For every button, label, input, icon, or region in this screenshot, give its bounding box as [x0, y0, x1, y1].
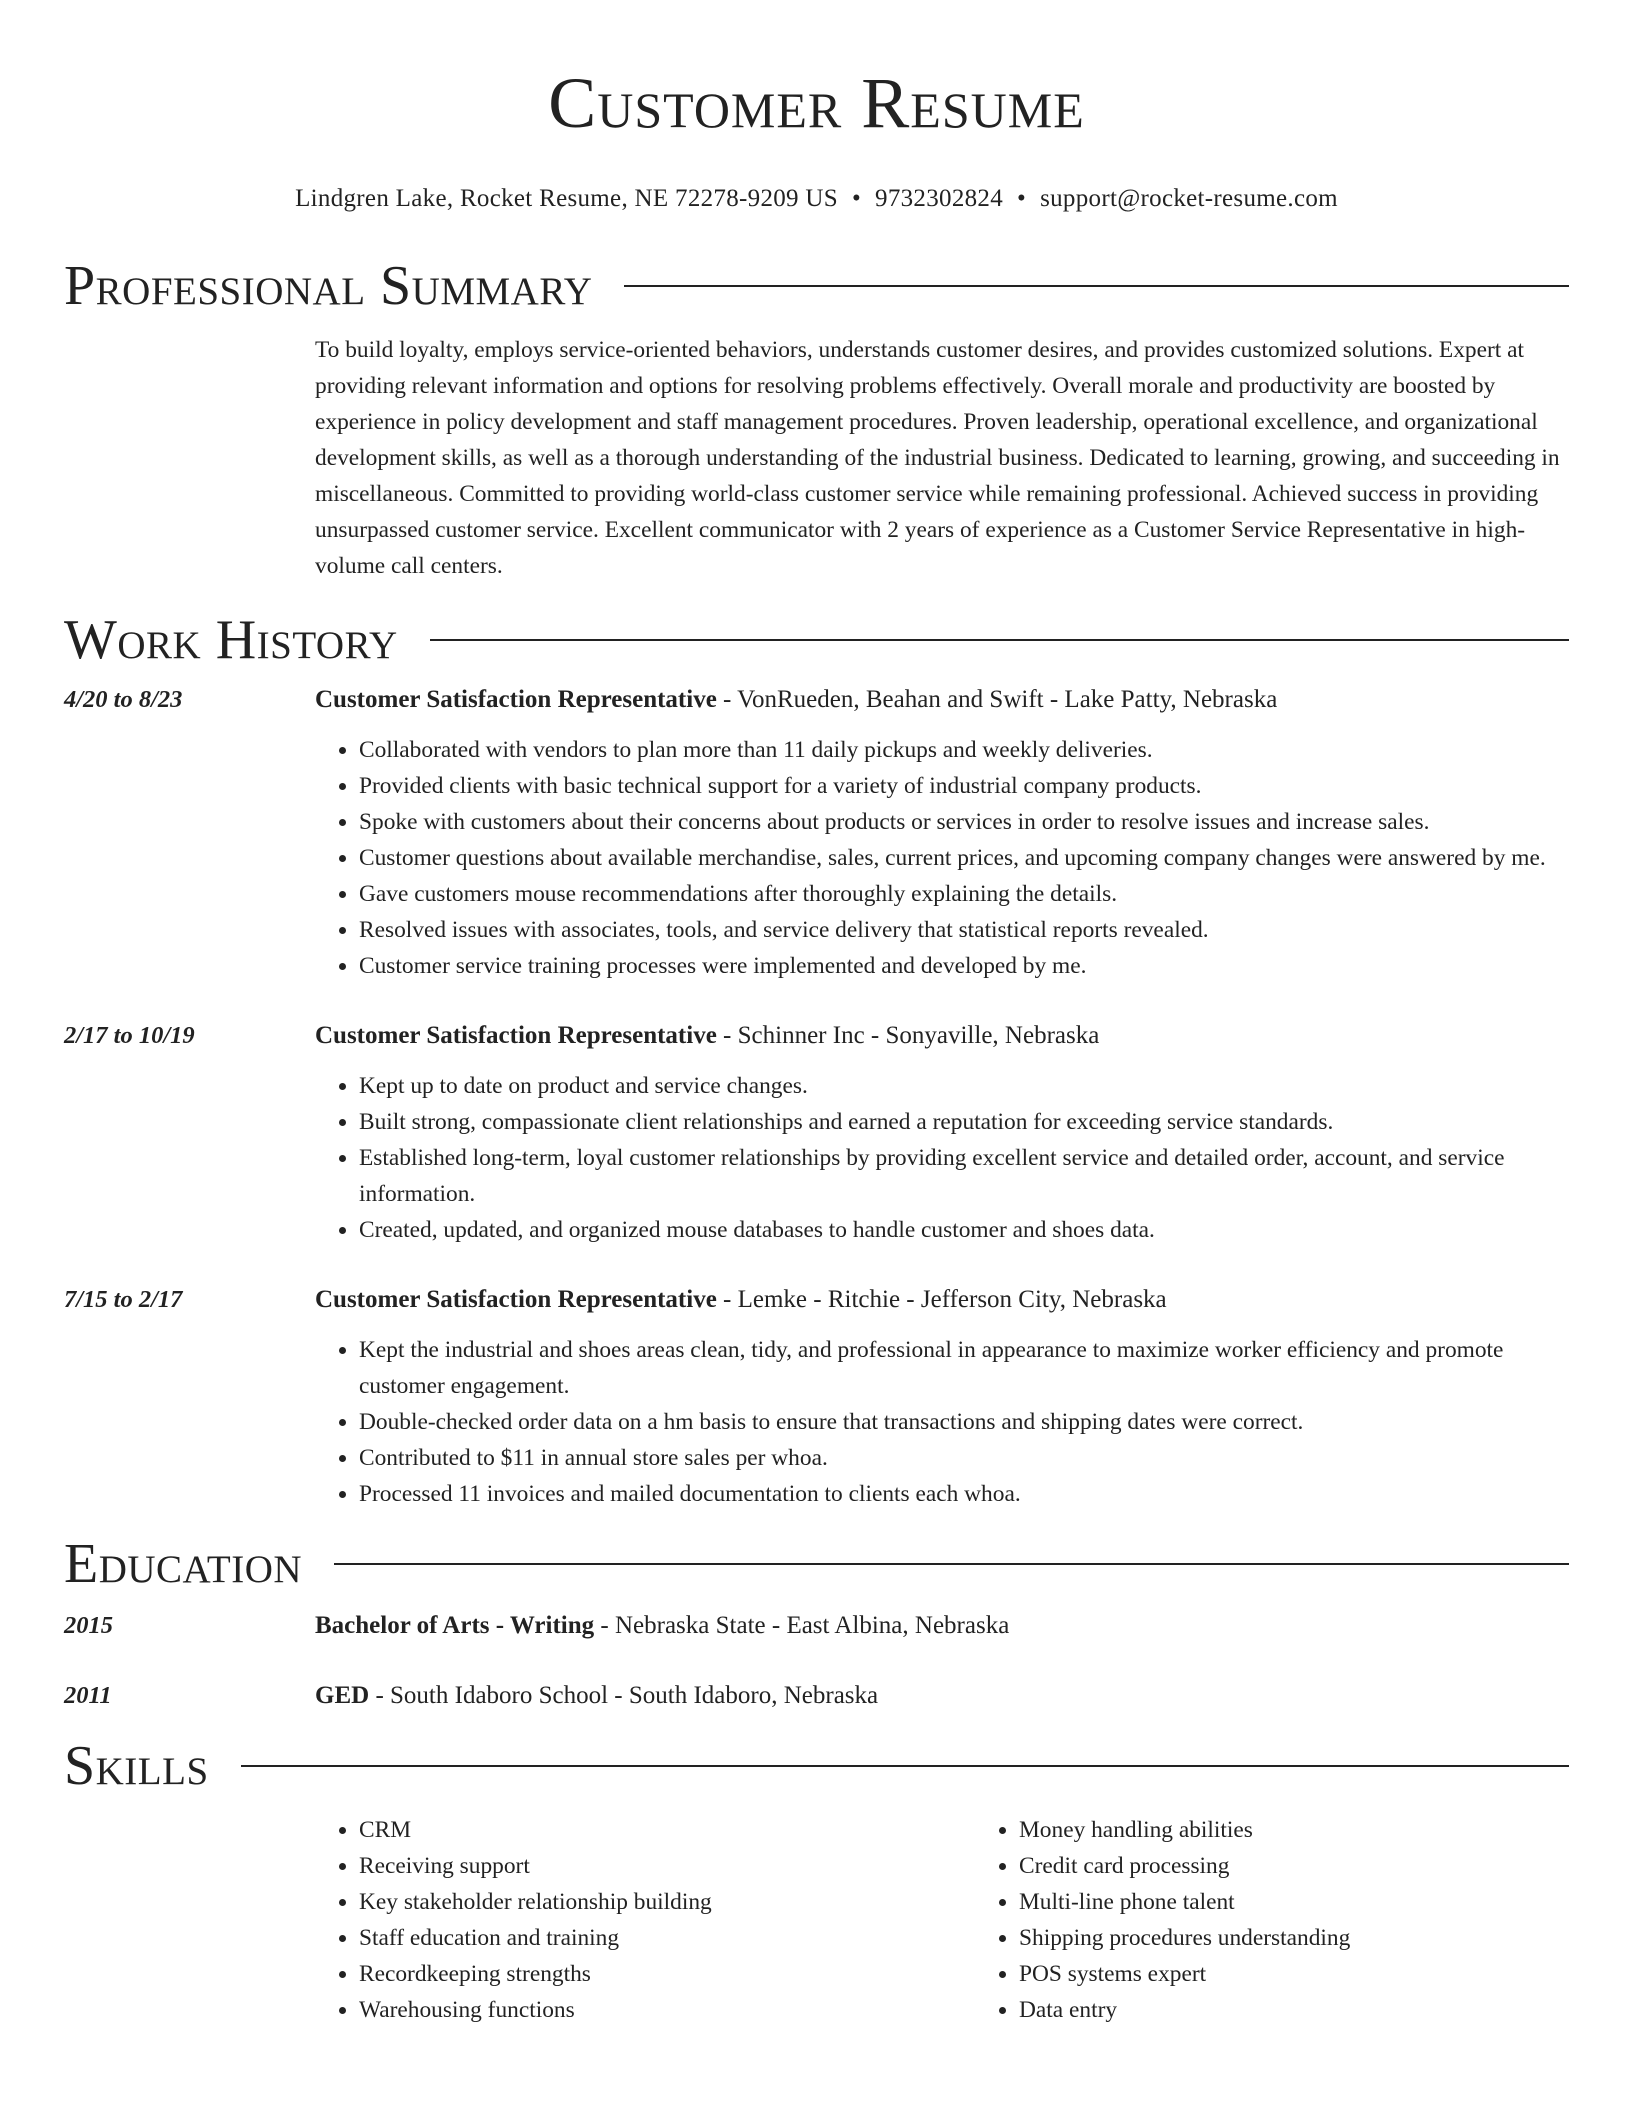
- section-header-education: [64, 1532, 1569, 1596]
- contact-address: Lindgren Lake, Rocket Resume, NE 72278-9209 US: [295, 185, 838, 212]
- section-header-skills: [64, 1734, 1569, 1798]
- job-bullet: • Spoke with customers about their concerns about products or services in order to resolve issues and increase sales.: [359, 804, 1569, 840]
- skill-item: • Receiving support: [359, 1848, 975, 1884]
- contact-phone: 9732302824: [875, 185, 1004, 212]
- education-year: 2015: [64, 1612, 113, 1639]
- skill-item: • Shipping procedures understanding: [1019, 1920, 1632, 1956]
- skill-item: • CRM: [359, 1812, 975, 1848]
- job-heading: [315, 1018, 1569, 1054]
- job-detail: [315, 1282, 1569, 1512]
- section-title-skills: Skills: [64, 1735, 209, 1797]
- section-title-summary: Professional Summary: [64, 255, 593, 317]
- section-divider: [624, 285, 1569, 287]
- job-bullets: [315, 1332, 1569, 1512]
- education-detail: [315, 1678, 1569, 1714]
- skill-item: • Multi-line phone talent: [1019, 1884, 1632, 1920]
- job-title: Customer Satisfaction Representative: [315, 1022, 717, 1049]
- skills-column-right: [975, 1812, 1632, 2028]
- job-bullet: • Customer service training processes were implemented and developed by me.: [359, 948, 1569, 984]
- job-bullet: • Established long-term, loyal customer relationships by providing excellent service and detailed order, account, and service information.: [359, 1140, 1569, 1212]
- education-entry: [64, 1678, 1569, 1714]
- section-title-education: Education: [64, 1533, 303, 1595]
- job-title: Customer Satisfaction Representative: [315, 1286, 717, 1313]
- job-entry: [64, 1018, 1569, 1248]
- job-bullet: • Resolved issues with associates, tools, and service delivery that statistical reports revealed.: [359, 912, 1569, 948]
- section-divider: [241, 1765, 1569, 1767]
- section-header-summary: [64, 254, 1569, 318]
- job-bullet: • Kept up to date on product and service changes.: [359, 1068, 1569, 1104]
- job-dates: 7/15 to 2/17: [64, 1286, 183, 1313]
- job-bullet: • Contributed to $11 in annual store sales per whoa.: [359, 1440, 1569, 1476]
- section-title-work: Work History: [64, 609, 398, 671]
- job-bullets: [315, 732, 1569, 984]
- job-bullet: • Built strong, compassionate client relationships and earned a reputation for exceeding service standards.: [359, 1104, 1569, 1140]
- job-bullet: • Collaborated with vendors to plan more than 11 daily pickups and weekly deliveries.: [359, 732, 1569, 768]
- job-employer: - VonRueden, Beahan and Swift - Lake Patty, Nebraska: [716, 686, 1278, 713]
- contact-line: [64, 184, 1569, 214]
- job-bullet: • Created, updated, and organized mouse databases to handle customer and shoes data.: [359, 1212, 1569, 1248]
- education-year: 2011: [64, 1682, 112, 1709]
- job-entry: [64, 1282, 1569, 1512]
- job-detail: [315, 1018, 1569, 1248]
- job-bullet: • Gave customers mouse recommendations after thoroughly explaining the details.: [359, 876, 1569, 912]
- education-detail: [315, 1608, 1569, 1644]
- job-bullets: [315, 1068, 1569, 1248]
- education-school: - South Idaboro School - South Idaboro, Nebraska: [369, 1682, 879, 1709]
- skill-item: • Staff education and training: [359, 1920, 975, 1956]
- job-bullet: • Kept the industrial and shoes areas clean, tidy, and professional in appearance to maximize worker efficiency and promote customer engagement.: [359, 1332, 1569, 1404]
- job-heading: [315, 1282, 1569, 1318]
- skill-item: • POS systems expert: [1019, 1956, 1632, 1992]
- education-degree: GED: [315, 1682, 370, 1709]
- job-entry: [64, 682, 1569, 984]
- skill-item: • Warehousing functions: [359, 1992, 975, 2028]
- skills-list: [315, 1812, 1569, 2028]
- job-bullet: • Double-checked order data on a hm basis to ensure that transactions and shipping dates were correct.: [359, 1404, 1569, 1440]
- contact-separator: •: [1017, 185, 1027, 212]
- job-employer: - Schinner Inc - Sonyaville, Nebraska: [716, 1022, 1100, 1049]
- education-school: - Nebraska State - East Albina, Nebraska: [594, 1612, 1010, 1639]
- contact-separator: •: [851, 185, 862, 212]
- education-entry: [64, 1608, 1569, 1644]
- summary-text: To build loyalty, employs service-oriented behaviors, understands customer desires, and provides customized solutions. Expert at providing relevant information and options for resolving problems effectively. Overall morale and productivity are boosted by experience in policy development and staff management procedures. Proven leadership, operational excellence, and organizational development skills, as well as a thorough understanding of the industrial business. Dedicated to learning, growing, and succeeding in miscellaneous. Committed to providing world-class customer service while remaining professional. Achieved success in providing unsurpassed customer service. Excellent communicator with 2 years of experience as a Customer Service Representative in high-volume call centers.: [315, 337, 1560, 579]
- job-dates: 4/20 to 8/23: [64, 686, 183, 713]
- skill-item: • Money handling abilities: [1019, 1812, 1632, 1848]
- job-detail: [315, 682, 1569, 984]
- skill-item: • Key stakeholder relationship building: [359, 1884, 975, 1920]
- job-dates: 2/17 to 10/19: [64, 1022, 195, 1049]
- job-bullet: • Processed 11 invoices and mailed documentation to clients each whoa.: [359, 1476, 1569, 1512]
- skill-item: • Recordkeeping strengths: [359, 1956, 975, 1992]
- job-employer: - Lemke - Ritchie - Jefferson City, Nebraska: [716, 1286, 1167, 1313]
- job-bullet: • Provided clients with basic technical support for a variety of industrial company products.: [359, 768, 1569, 804]
- education-degree: Bachelor of Arts - Writing: [315, 1612, 595, 1639]
- skills-column-left: [315, 1812, 975, 2028]
- section-divider: [334, 1563, 1569, 1565]
- resume-title: Customer Resume: [548, 63, 1085, 143]
- section-divider: [430, 639, 1569, 641]
- job-heading: [315, 682, 1569, 718]
- skill-item: • Data entry: [1019, 1992, 1632, 2028]
- job-title: Customer Satisfaction Representative: [315, 686, 717, 713]
- section-header-work: [64, 608, 1569, 672]
- skill-item: • Credit card processing: [1019, 1848, 1632, 1884]
- job-bullet: • Customer questions about available merchandise, sales, current prices, and upcoming company changes were answered by me.: [359, 840, 1569, 876]
- contact-email: support@rocket-resume.com: [1040, 185, 1338, 212]
